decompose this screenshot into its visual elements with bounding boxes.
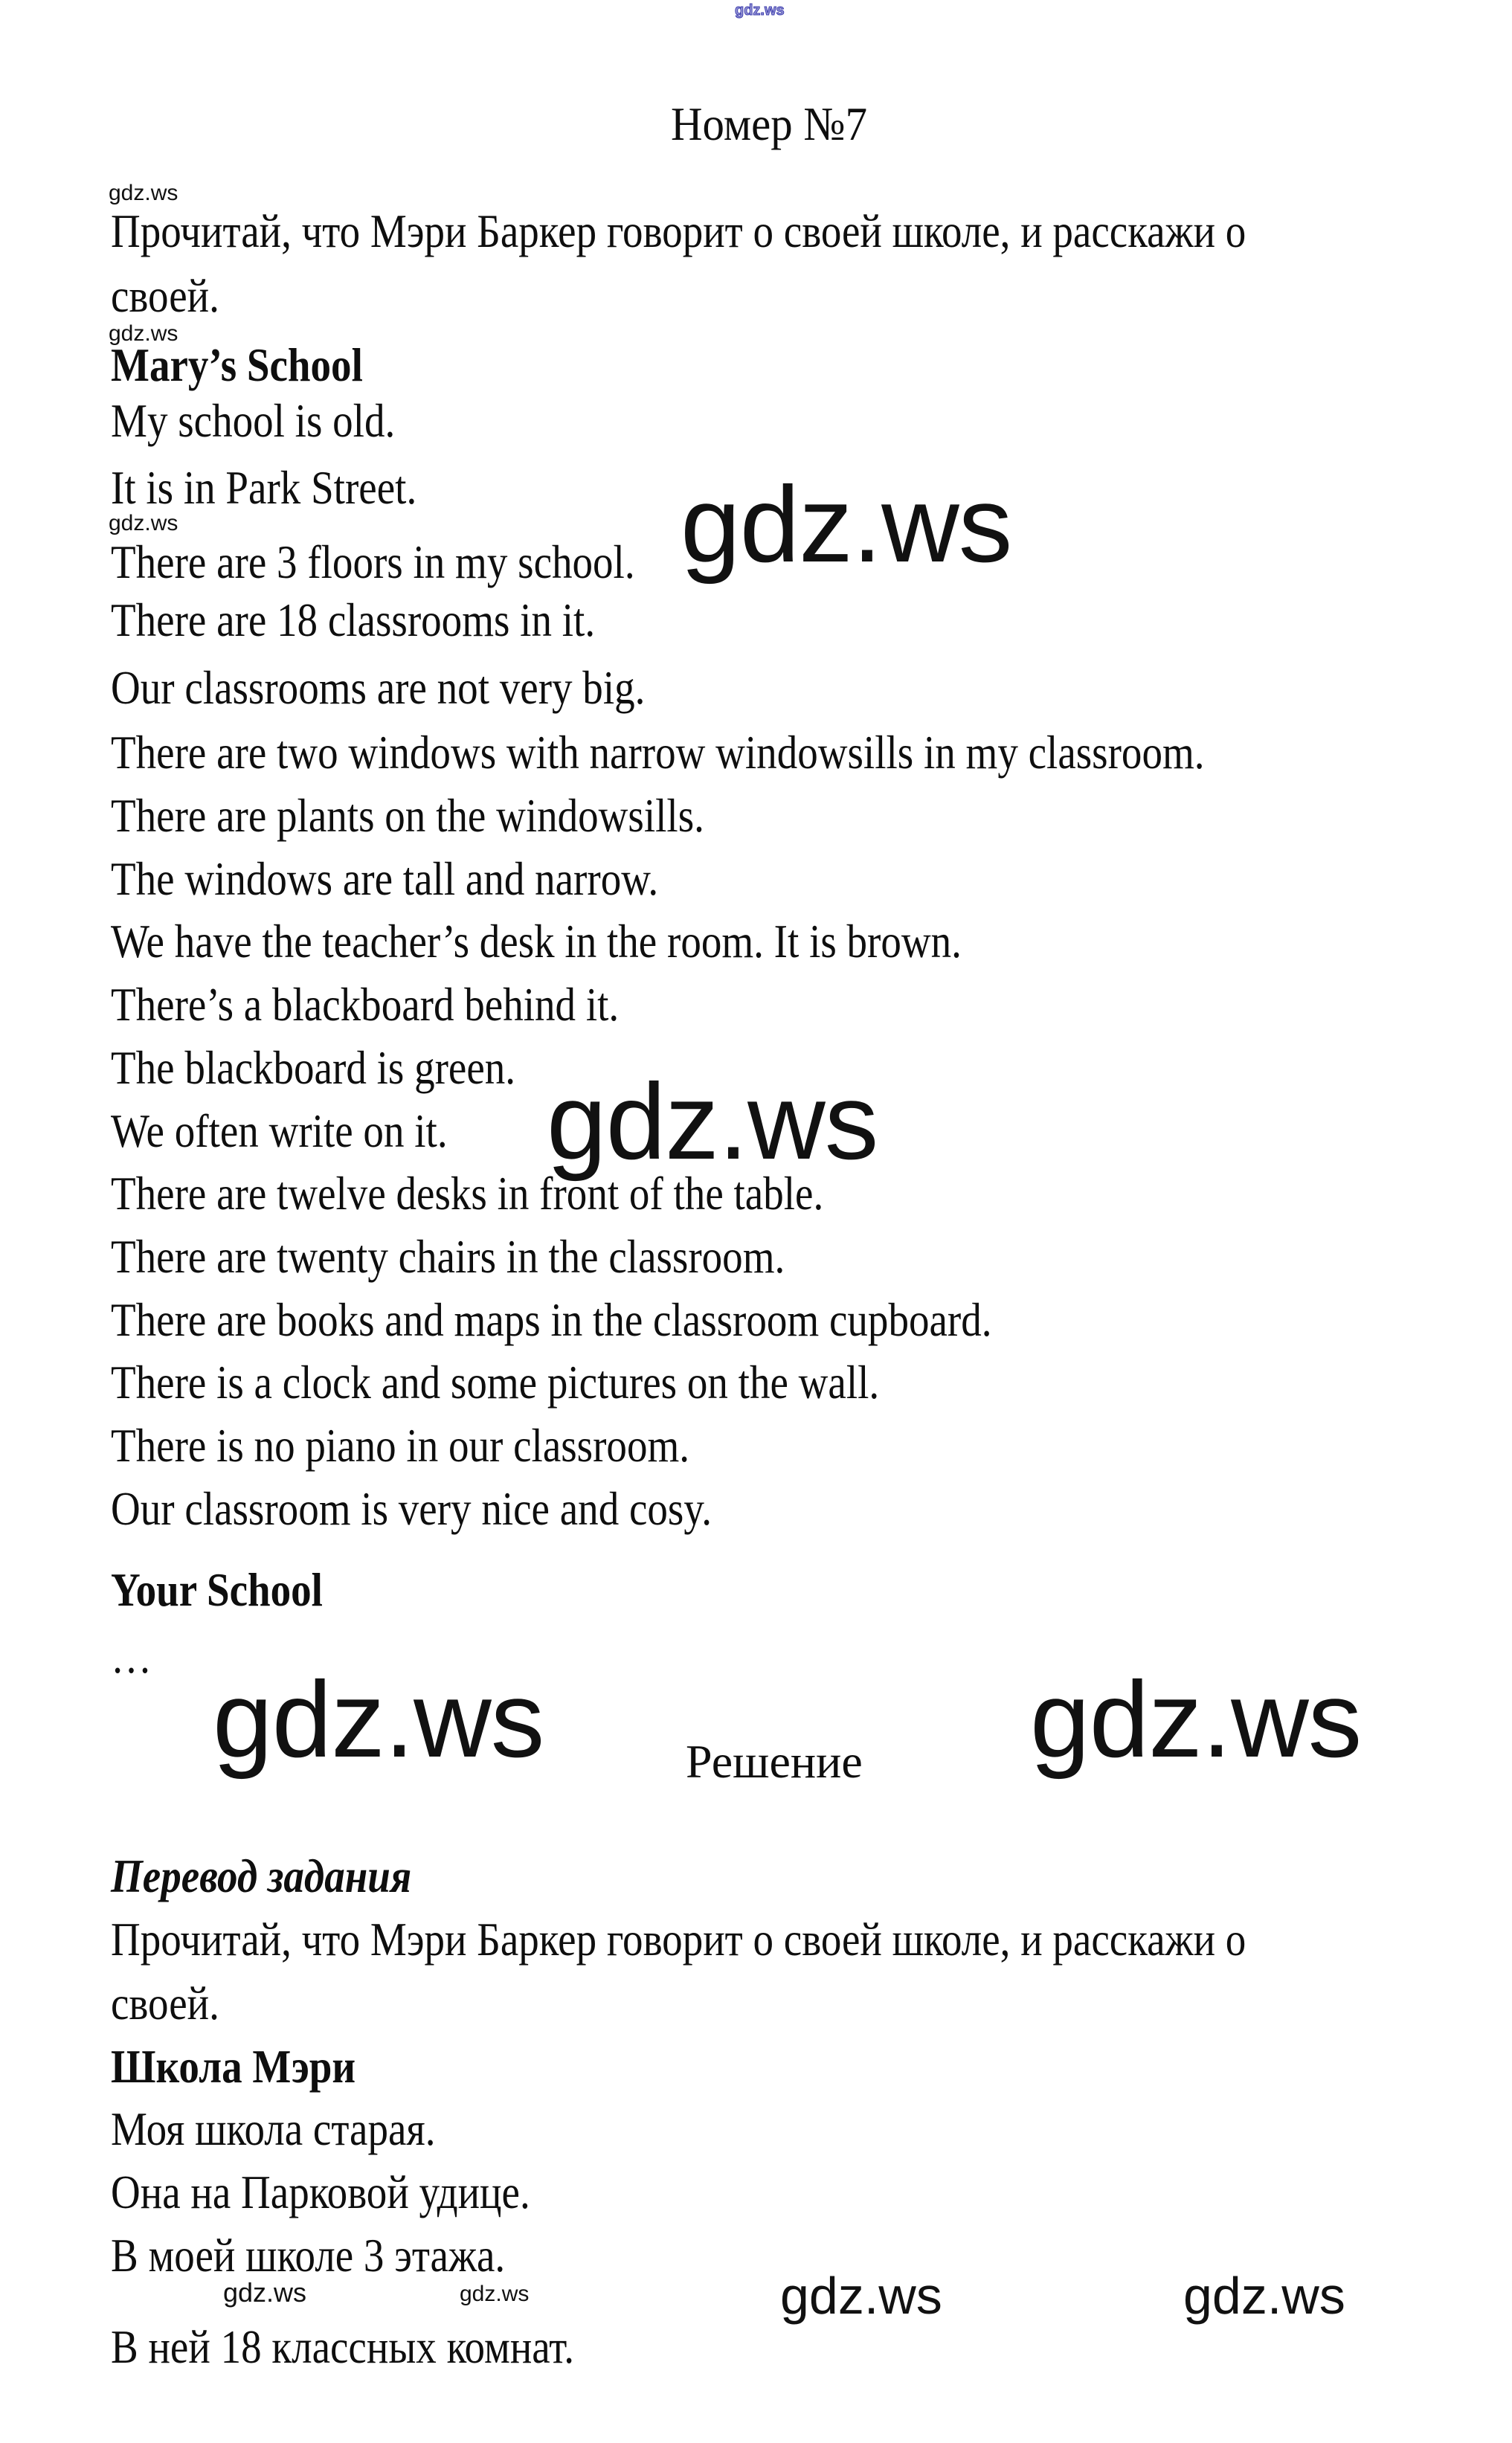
story-sentence-text: My school is old.	[111, 394, 396, 447]
story-sentence-text: There are twenty chairs in the classroom.	[111, 1230, 785, 1283]
story-sentence-text: There are twelve desks in front of the table.	[111, 1167, 824, 1220]
story-sentence-text: There is no piano in our classroom.	[111, 1419, 690, 1472]
translation-line-text: своей.	[111, 1977, 219, 2030]
translation-heading	[111, 1850, 460, 1902]
story-sentence	[111, 394, 441, 447]
gdz-watermark-big: gdz.ws	[681, 464, 1012, 585]
story-sentence-text: There are 3 floors in my school.	[111, 535, 635, 588]
story-sentence-text: We have the teacher’s desk in the room. It is brown.	[111, 915, 962, 968]
story-sentence	[111, 461, 466, 514]
story-sentence-text: We often write on it.	[111, 1104, 448, 1157]
story-sentence	[111, 535, 720, 588]
story-sentence	[111, 1293, 1135, 1346]
ellipsis-text: …	[111, 1630, 152, 1683]
translation-heading-text: Перевод задания	[111, 1850, 412, 1902]
story-sentence	[111, 1482, 810, 1535]
gdz-watermark-big: gdz.ws	[213, 1659, 544, 1780]
story-sentence	[111, 661, 732, 714]
translation-school-heading	[111, 2040, 396, 2093]
translation-line	[111, 1977, 237, 2030]
story-sentence-text: There are books and maps in the classroom cupboard.	[111, 1293, 992, 1346]
task-line	[111, 207, 1431, 255]
translation-sentence-text: В моей школе 3 этажа.	[111, 2229, 506, 2282]
story-sentence-text: There are two windows with narrow windowsills in my classroom.	[111, 726, 1205, 779]
story-sentence	[111, 789, 801, 842]
story-heading	[111, 338, 404, 391]
translation-sentence	[111, 2166, 598, 2218]
story-sentence-text: It is in Park Street.	[111, 461, 417, 514]
ellipsis-line	[111, 1630, 158, 1683]
task-line-text: Прочитай, что Мэри Баркер говорит о своей школе, и расскажи о	[111, 205, 1246, 257]
story-sentence-text: There are 18 classrooms in it.	[111, 593, 596, 646]
translation-school-heading-text: Школа Мэри	[111, 2040, 356, 2093]
translation-sentence	[111, 2229, 570, 2282]
story-sentence	[111, 978, 701, 1031]
translation-line-text: Прочитай, что Мэри Баркер говорит о своей школе, и расскажи о	[111, 1913, 1246, 1966]
translation-sentence	[111, 2320, 649, 2373]
task-line	[111, 269, 237, 322]
gdz-watermark-label: gdz.ws	[109, 181, 178, 205]
story-sentence-text: There are plants on the windowsills.	[111, 789, 704, 842]
story-sentence-text: There is a clock and some pictures on the wall.	[111, 1356, 880, 1409]
gdz-watermark-big: gdz.ws	[547, 1061, 878, 1182]
solution-label	[686, 1735, 863, 1788]
gdz-watermark-label: gdz.ws	[223, 2277, 307, 2308]
story-sentence	[111, 852, 747, 905]
story-sentence-text: Our classroom is very nice and cosy.	[111, 1482, 712, 1535]
story-sentence	[111, 593, 674, 646]
story-sentence-text: The blackboard is green.	[111, 1041, 516, 1094]
story-sentence	[111, 1356, 1004, 1409]
story-sentence-text: The windows are tall and narrow.	[111, 852, 659, 905]
story-sentence-text: Our classrooms are not very big.	[111, 661, 646, 714]
translation-sentence-text: В ней 18 классных комнат.	[111, 2320, 574, 2373]
your-school-heading-text: Your School	[111, 1563, 323, 1616]
gdz-watermark-label: gdz.ws	[109, 511, 178, 535]
story-sentence	[111, 1104, 502, 1157]
story-sentence	[111, 915, 1100, 968]
your-school-heading	[111, 1563, 357, 1616]
translation-line	[111, 1913, 1431, 1966]
solution-label-text: Решение	[686, 1735, 863, 1788]
story-sentence	[111, 1041, 582, 1094]
gdz-watermark-tiny: gdz.ws	[735, 2, 785, 19]
gdz-watermark-big: gdz.ws	[1030, 1659, 1362, 1780]
gdz-watermark-medium: gdz.ws	[780, 2267, 942, 2325]
page-title-text: Номер №7	[671, 97, 868, 150]
story-sentence	[111, 726, 1383, 779]
task-line-text: своей.	[111, 269, 219, 322]
story-heading-text: Mary’s School	[111, 338, 363, 391]
translation-sentence-text: Она на Парковой удице.	[111, 2166, 530, 2218]
gdz-watermark-label: gdz.ws	[109, 321, 178, 346]
story-sentence-text: There’s a blackboard behind it.	[111, 978, 620, 1031]
translation-sentence-text: Моя школа старая.	[111, 2102, 436, 2155]
story-sentence	[111, 1167, 939, 1220]
gdz-watermark-label: gdz.ws	[460, 2282, 530, 2306]
page-title	[671, 97, 884, 150]
translation-sentence	[111, 2102, 489, 2155]
story-sentence	[111, 1230, 895, 1283]
story-sentence	[111, 1419, 784, 1472]
gdz-watermark-medium: gdz.ws	[1183, 2267, 1345, 2325]
